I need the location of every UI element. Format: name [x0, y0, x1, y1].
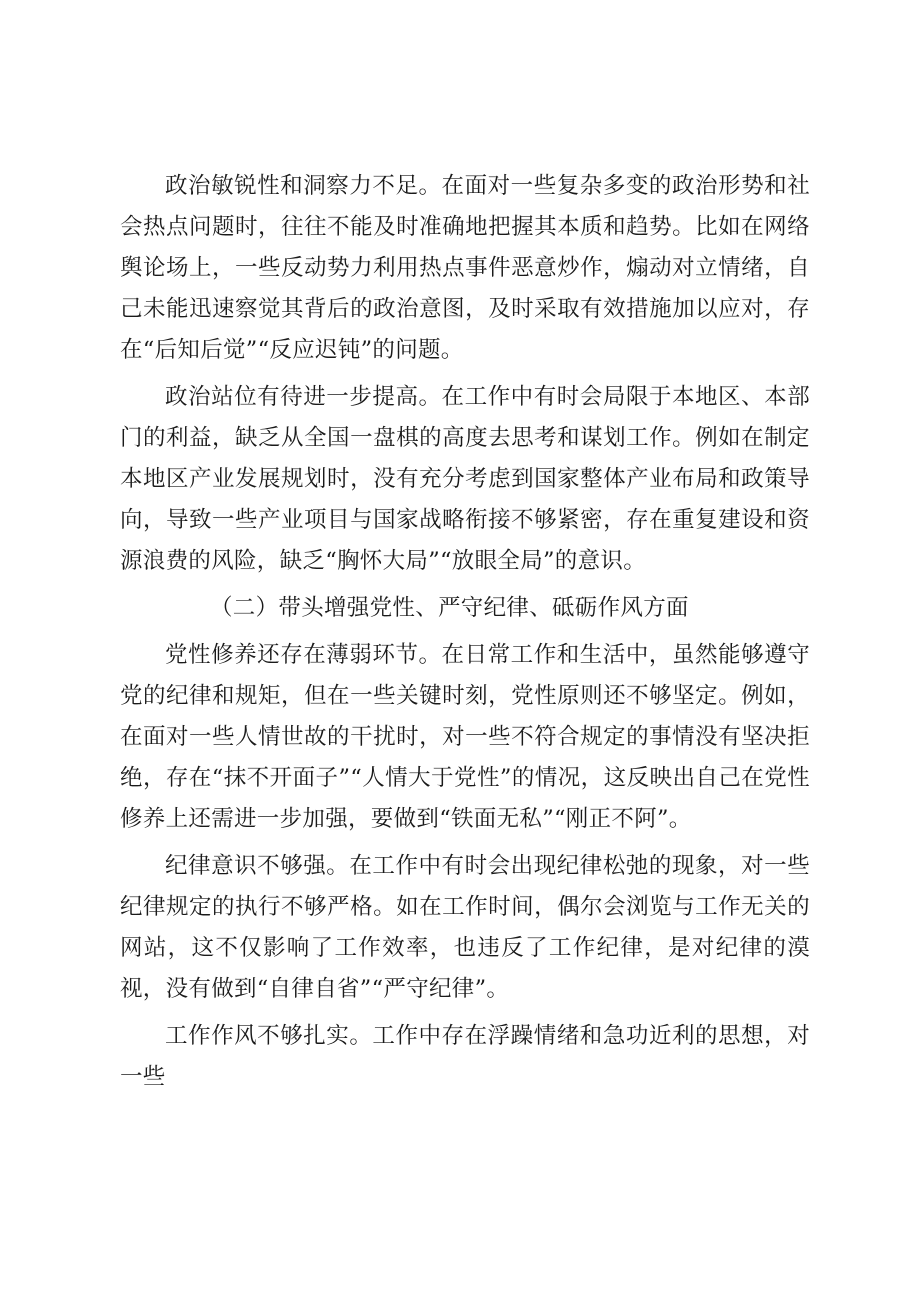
document-body [120, 166, 810, 1104]
paragraph-discipline: 纪律意识不够强。在工作中有时会出现纪律松弛的现象，对一些纪律规定的执行不够严格。如在工作时间，偶尔会浏览与工作无关的网站，这不仅影响了工作效率，也违反了工作纪律，是对纪律的漠视，没有做到“自律自省”“严守纪律”。 [120, 853, 810, 1002]
paragraph-political-stance: 政治站位有待进一步提高。在工作中有时会局限于本地区、本部门的利益，缺乏从全国一盘棋的高度去思考和谋划工作。例如在制定本地区产业发展规划时，没有充分考虑到国家整体产业布局和政策导向，导致一些产业项目与国家战略衔接不够紧密，存在重复建设和资源浪费的风险，缺乏“胸怀大局”“放眼全局”的意识。 [120, 384, 810, 574]
paragraph-party-spirit: 党性修养还存在薄弱环节。在日常工作和生活中，虽然能够遵守党的纪律和规矩，但在一些关键时刻，党性原则还不够坚定。例如，在面对一些人情世故的干扰时，对一些不符合规定的事情没有坚决拒绝，存在“抹不开面子”“人情大于党性”的情况，这反映出自己在党性修养上还需进一步加强，要做到“铁面无私”“刚正不阿”。 [120, 642, 810, 832]
paragraph-work-style: 工作作风不够扎实。工作中存在浮躁情绪和急功近利的思想，对一些 [120, 1023, 810, 1090]
paragraph-political-sensitivity: 政治敏锐性和洞察力不足。在面对一些复杂多变的政治形势和社会热点问题时，往往不能及时准确地把握其本质和趋势。比如在网络舆论场上，一些反动势力利用热点事件恶意炒作，煽动对立情绪，自己未能迅速察觉其背后的政治意图，及时采取有效措施加以应对，存在“后知后觉”“反应迟钝”的问题。 [120, 173, 810, 363]
section-heading: （二）带头增强党性、严守纪律、砥砺作风方面 [210, 595, 689, 621]
